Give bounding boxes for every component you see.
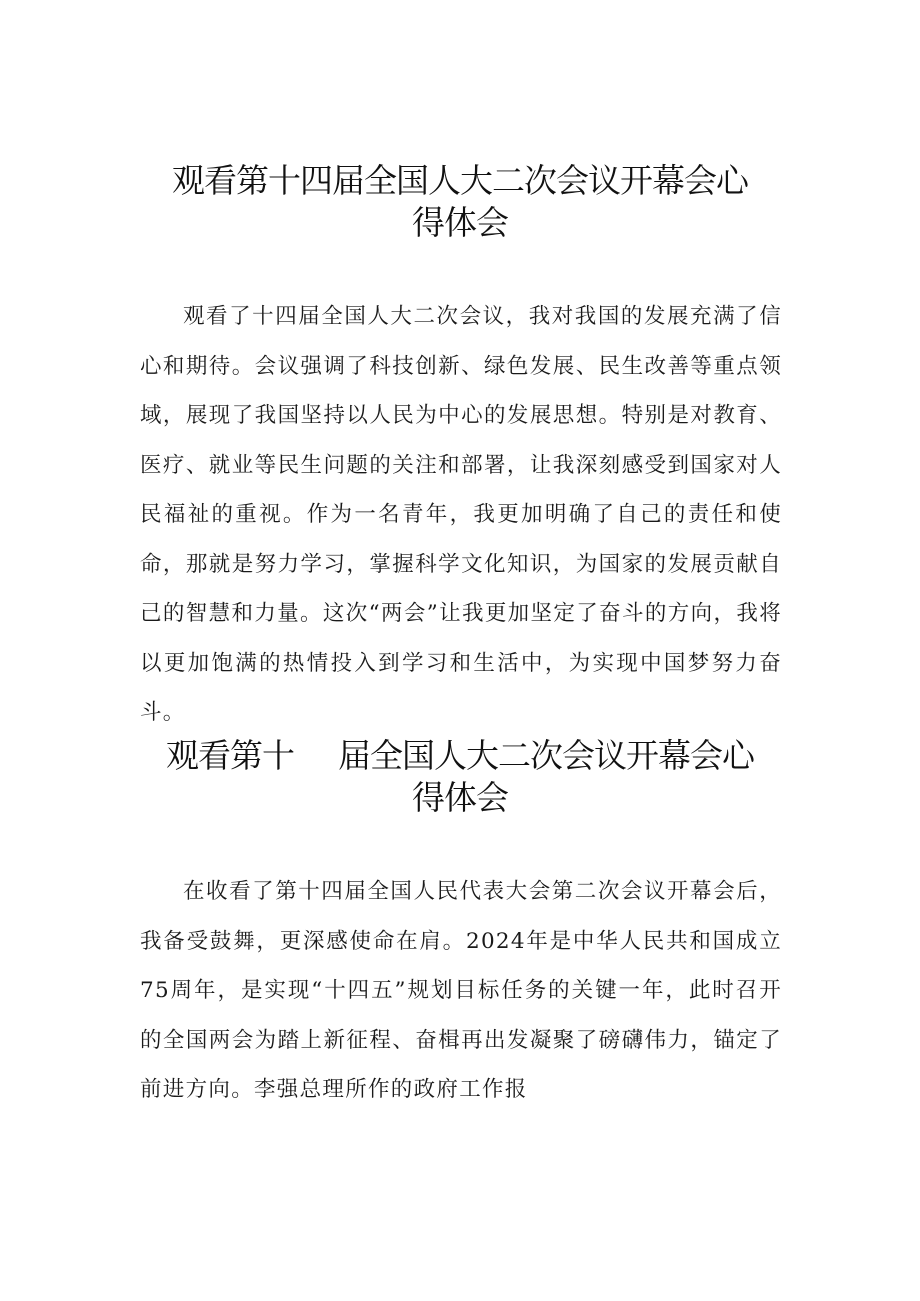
section-2-title-line-1 (140, 735, 780, 777)
section-1-body: 观看了十四届全国人大二次会议，我对我国的发展充满了信心和期待。会议强调了科技创新、绿色发展、民生改善等重点领域，展现了我国坚持以人民为中心的发展思想。特别是对教育、医疗、就业等民生问题的关注和部署，让我深刻感受到国家对人民福祉的重视。作为一名青年，我更加明确了自己的责任和使命，那就是努力学习，掌握科学文化知识，为国家的发展贡献自己的智慧和力量。这次“两会”让我更加坚定了奋斗的方向，我将以更加饱满的热情投入到学习和生活中，为实现中国梦努力奋斗。 (140, 304, 782, 725)
section-2-title-part-2: 届全国人大二次会议开幕会心 (338, 736, 754, 775)
section-1-title-line-2: 得体会 (412, 203, 508, 242)
section-1-title-line-1: 观看第十四届全国人大二次会议开幕会心 (172, 161, 748, 200)
section-2-title (140, 735, 780, 819)
section-2-title-part-1: 观看第十 (166, 736, 294, 775)
section-2-body: 在收看了第十四届全国人民代表大会第二次会议开幕会后，我备受鼓舞，更深感使命在肩。2024年是中华人民共和国成立75周年，是实现“十四五”规划目标任务的关键一年，此时召开的全国两会为踏上新征程、奋楫再出发凝聚了磅礴伟力，锚定了前进方向。李强总理所作的政府工作报 (140, 879, 782, 1102)
section-1-title (140, 160, 780, 244)
section-2-title-line-2: 得体会 (412, 778, 508, 817)
